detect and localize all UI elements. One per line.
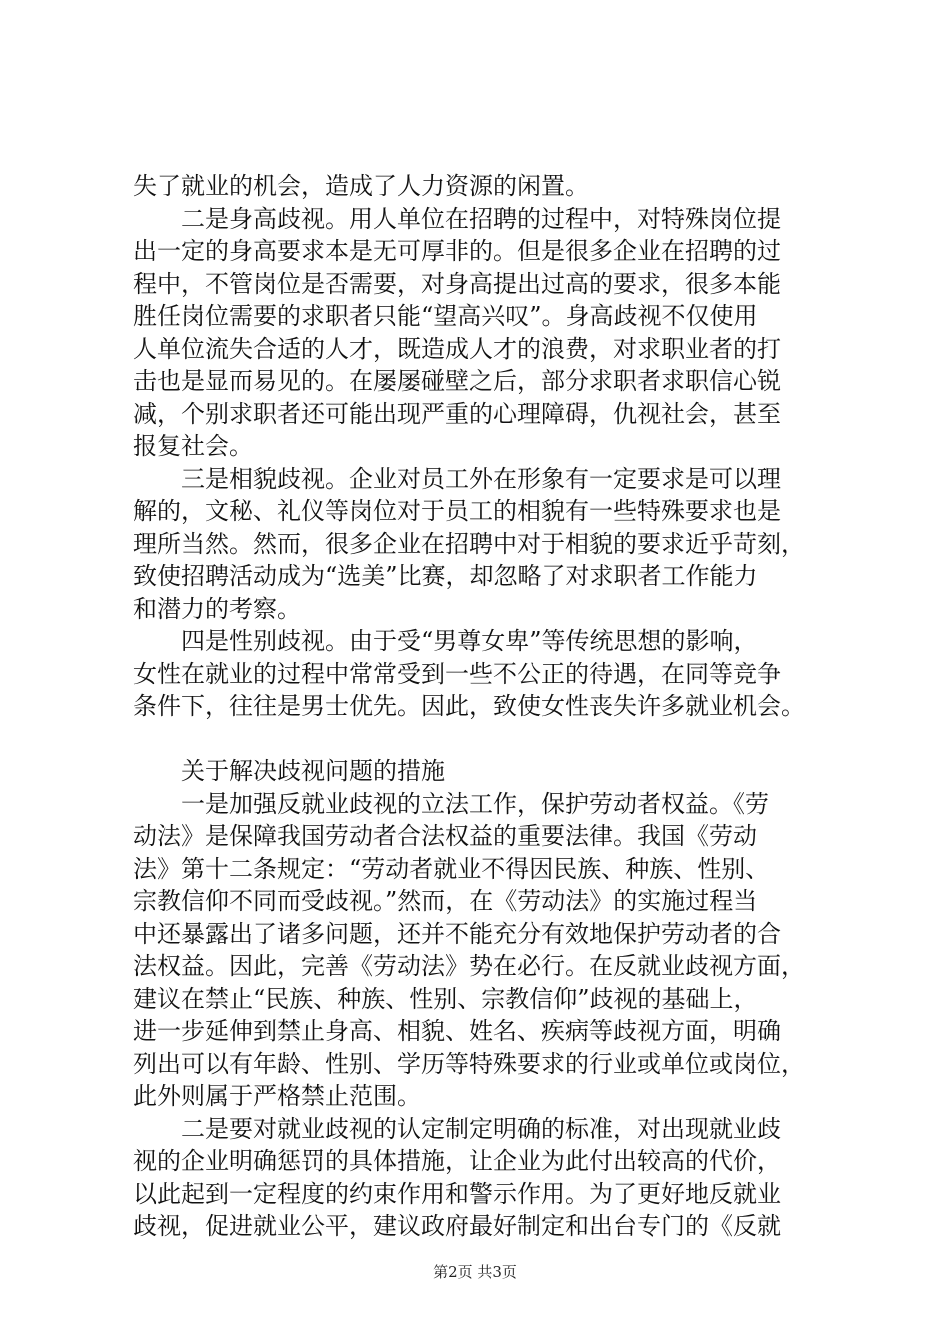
text-line: 以此起到一定程度的约束作用和警示作用。为了更好地反就业 [133,1179,781,1208]
text-line: 致使招聘活动成为“选美”比赛，却忽略了对求职者工作能力 [133,562,758,590]
text-line: 程中，不管岗位是否需要，对身高提出过高的要求，很多本能 [133,269,781,298]
text-line: 视的企业明确惩罚的具体措施，让企业为此付出较高的代价， [133,1147,781,1175]
text-line: 此外则属于严格禁止范围。 [133,1082,421,1110]
text-line: 法权益。因此，完善《劳动法》势在必行。在反就业歧视方面， [133,952,805,980]
page-number-footer: 第2页 共3页 [433,1263,517,1281]
text-line: 建议在禁止“民族、种族、性别、宗教信仰”歧视的基础上， [133,984,758,1013]
paragraph-gender-discrimination: 四是性别歧视。由于受“男尊女卑”等传统思想的影响， [181,627,758,655]
section-heading: 关于解决歧视问题的措施 [181,757,445,785]
text-line: 法》第十二条规定：“劳动者就业不得因民族、种族、性别、 [133,854,770,883]
text-line: 出一定的身高要求本是无可厚非的。但是很多企业在招聘的过 [133,237,781,265]
document-body [133,170,853,1243]
paragraph-standards: 二是要对就业歧视的认定制定明确的标准，对出现就业歧 [181,1114,781,1143]
text-line: 胜任岗位需要的求职者只能“望高兴叹”。身高歧视不仅使用 [133,302,758,330]
blank-line [133,723,853,756]
text-line: 理所当然。然而，很多企业在招聘中对于相貌的要求近乎苛刻， [133,529,805,558]
text-line: 和潜力的考察。 [133,594,301,623]
text-line: 条件下，往往是男士优先。因此，致使女性丧失许多就业机会。 [133,692,805,720]
paragraph-appearance-discrimination: 三是相貌歧视。企业对员工外在形象有一定要求是可以理 [181,464,781,493]
paragraph-height-discrimination: 二是身高歧视。用人单位在招聘的过程中，对特殊岗位提 [181,204,781,233]
text-line: 人单位流失合适的人才，既造成人才的浪费，对求职业者的打 [133,334,781,363]
text-line: 减，个别求职者还可能出现严重的心理障碍，仇视社会，甚至 [133,399,781,428]
text-line: 列出可以有年龄、性别、学历等特殊要求的行业或单位或岗位， [133,1049,805,1078]
text-line: 女性在就业的过程中常常受到一些不公正的待遇，在同等竞争 [133,659,781,688]
text-line: 击也是显而易见的。在屡屡碰壁之后，部分求职者求职信心锐 [133,367,781,395]
paragraph-legislation: 一是加强反就业歧视的立法工作，保护劳动者权益。《劳 [181,789,769,818]
text-line: 解的，文秘、礼仪等岗位对于员工的相貌有一些特殊要求也是 [133,497,781,525]
text-line: 失了就业的机会，造成了人力资源的闲置。 [133,172,589,200]
text-line: 中还暴露出了诸多问题，还并不能充分有效地保护劳动者的合 [133,919,781,948]
text-line: 报复社会。 [133,432,253,460]
text-line: 歧视，促进就业公平，建议政府最好制定和出台专门的《反就 [133,1212,781,1240]
text-line: 宗教信仰不同而受歧视。”然而，在《劳动法》的实施过程当 [133,887,758,915]
text-line: 动法》是保障我国劳动者合法权益的重要法律。我国《劳动 [133,822,757,850]
text-line: 进一步延伸到禁止身高、相貌、姓名、疾病等歧视方面，明确 [133,1017,781,1045]
